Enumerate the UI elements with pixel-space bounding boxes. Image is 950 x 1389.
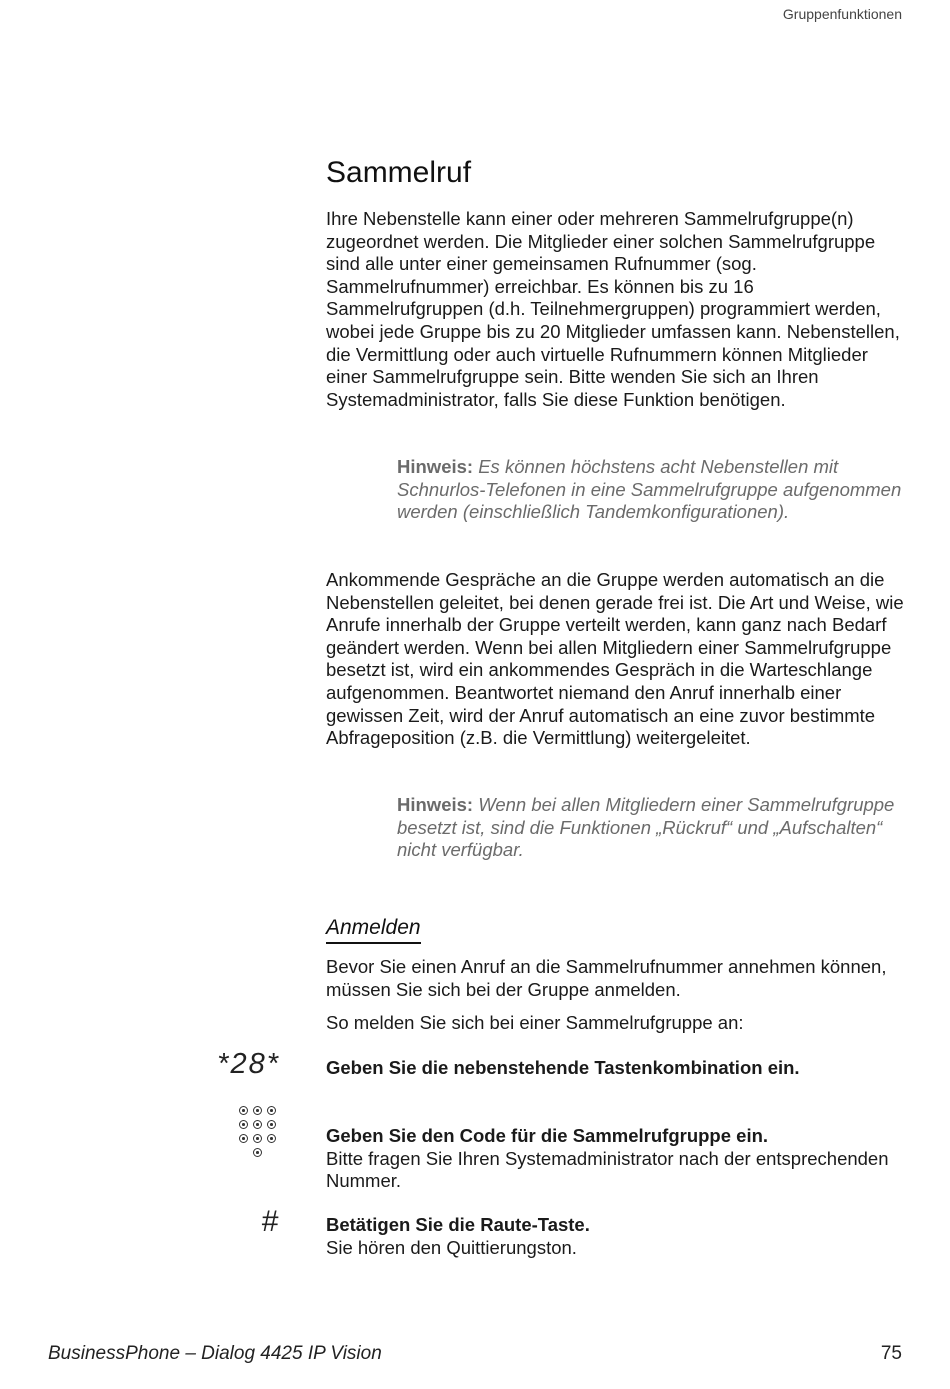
step-3 <box>326 1214 906 1259</box>
step-2-instruction: Geben Sie den Code für die Sammelrufgruppe ein. <box>326 1125 769 1146</box>
distribution-paragraph: Ankommende Gespräche an die Gruppe werden automatisch an die Nebenstellen geleitet, bei denen gerade frei ist. Die Art und Weise, wie Anrufe innerhalb der Gruppe verteilt werden, kann ganz nach Bedarf geändert werden. Wenn bei allen Mitgliedern einer Sammelrufgruppe besetzt ist, wird ein ankommendes Gespräch in die Warteschlange aufgenommen. Beantwortet niemand den Anruf innerhalb einer gewissen Zeit, wird der Anruf automatisch an eine zuvor bestimmte Abfrageposition (z.B. die Vermittlung) weitergeleitet. <box>326 569 904 749</box>
anmelden-intro: Bevor Sie einen Anruf an die Sammelrufnummer annehmen können, müssen Sie sich bei der Gruppe anmelden. <box>326 956 887 1000</box>
note-cordless <box>397 456 907 524</box>
note-label: Hinweis: <box>397 794 474 815</box>
page-number: 75 <box>880 1343 902 1364</box>
section-heading-anmelden: Anmelden <box>326 915 421 944</box>
note-text: Wenn bei allen Mitgliedern einer Sammelrufgruppe besetzt ist, sind die Funktionen „Rückruf“ und „Aufschalten“ nicht verfügbar. <box>397 794 895 861</box>
step-2 <box>326 1125 906 1193</box>
step-3-instruction: Betätigen Sie die Raute-Taste. <box>326 1214 590 1235</box>
note-label: Hinweis: <box>397 456 474 477</box>
footer-product-name: BusinessPhone – Dialog 4425 IP Vision <box>48 1343 382 1364</box>
step-1-instruction: Geben Sie die nebenstehende Tastenkombination ein. <box>326 1057 800 1078</box>
hash-key-symbol: # <box>261 1205 278 1238</box>
key-sequence-star-28-star: *28* <box>217 1048 280 1080</box>
note-text: Es können höchstens acht Nebenstellen mit Schnurlos-Telefonen in eine Sammelrufgruppe aufgenommen werden (einschließlich Tandemkonfigurationen). <box>397 456 902 523</box>
running-header: Gruppenfunktionen <box>782 6 902 22</box>
page-title: Sammelruf <box>326 156 472 189</box>
keypad-icon <box>239 1106 279 1162</box>
note-busy <box>397 794 907 862</box>
intro-paragraph: Ihre Nebenstelle kann einer oder mehreren Sammelrufgruppe(n) zugeordnet werden. Die Mitglieder einer solchen Sammelrufgruppe sind alle unter einer gemeinsamen Rufnummer (sog. Sammelrufnummer) erreichbar. Es können bis zu 16 Sammelrufgruppen (d.h. Teilnehmergruppen) programmiert werden, wobei jede Gruppe bis zu 20 Mitglieder umfassen kann. Nebenstellen, die Vermittlung oder auch virtuelle Rufnummern können Mitglieder einer Sammelrufgruppe sein. Bitte wenden Sie sich an Ihren Systemadministrator, falls Sie diese Funktion benötigen. <box>326 208 900 410</box>
anmelden-lead: So melden Sie sich bei einer Sammelrufgruppe an: <box>326 1012 744 1033</box>
step-2-detail: Bitte fragen Sie Ihren Systemadministrator nach der entsprechenden Nummer. <box>326 1147 889 1192</box>
step-3-detail: Sie hören den Quittierungston. <box>326 1236 577 1258</box>
